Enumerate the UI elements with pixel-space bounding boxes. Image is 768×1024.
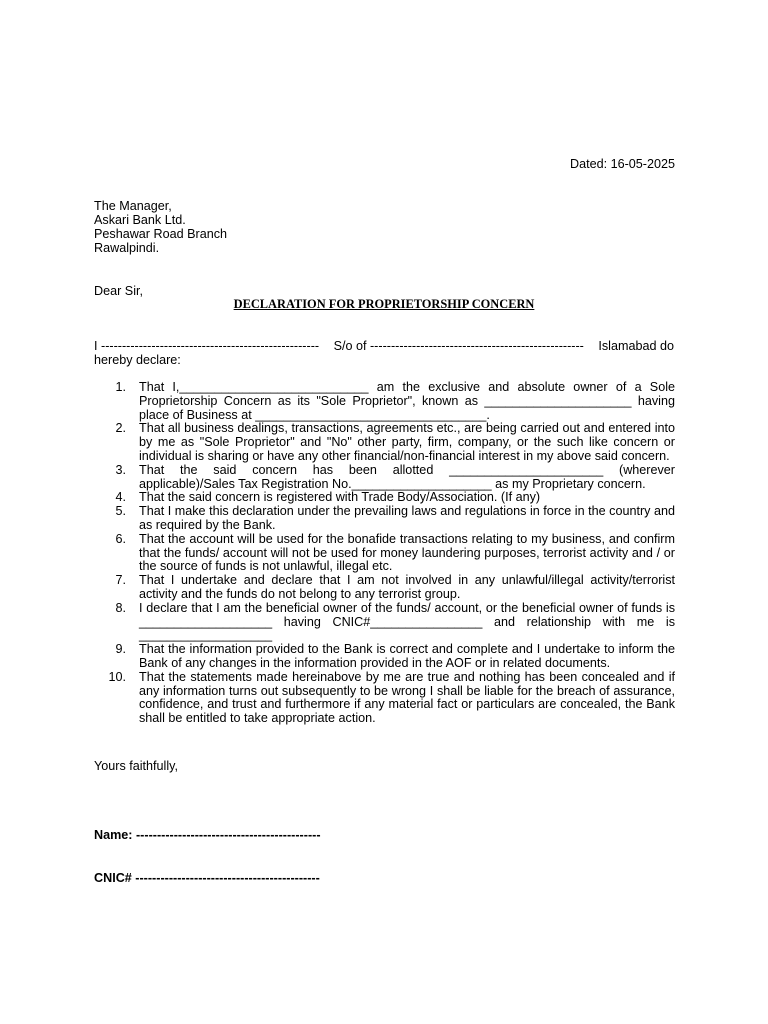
item-text: That the said concern has been allotted ______________________ (wherever applicable)/Sales Tax Registration No.____________________ as my Proprietary concern.: [139, 462, 675, 491]
intro-paragraph: [94, 339, 674, 367]
list-item: [94, 574, 675, 602]
item-text: That the said concern is registered with Trade Body/Association. (If any): [139, 490, 541, 505]
address-line: Rawalpindi.: [94, 241, 160, 255]
item-text: I declare that I am the beneficial owner of the funds/ account, or the beneficial owner of funds is ___________________ having CNIC#________________ and relationship with me is ___________________: [139, 600, 675, 643]
item-number: 2.: [115, 421, 126, 436]
document-title: DECLARATION FOR PROPRIETORSHIP CONCERN: [233, 297, 535, 311]
item-number: 9.: [115, 642, 126, 657]
list-item: [94, 381, 675, 422]
item-text: That the information provided to the Bank is correct and complete and I undertake to inform the Bank of any changes in the information provided in the AOF or in related documents.: [139, 642, 675, 670]
item-number: 5.: [115, 504, 126, 519]
item-number: 4.: [115, 490, 126, 505]
item-text: That all business dealings, transactions, agreements etc., are being carried out and entered into by me as "Sole Proprietor" and "No" other party, firm, company, or the such like concern or individual is sharing or have any other financial/non-financial interest in my above said concern.: [139, 421, 675, 463]
item-text: That the statements made hereinabove by me are true and nothing has been concealed and if any information turns out subsequently to be wrong I shall be liable for the breach of assurance, confidence, and trust and furthermore if any material fact or particulars are concealed, the Bank shall be entitled to take appropriate action.: [139, 669, 675, 726]
list-item: [94, 505, 675, 533]
date-line: Dated: 16-05-2025: [569, 157, 675, 171]
address-line: Askari Bank Ltd.: [94, 213, 186, 227]
signature-name-field: Name: --------------------------------------------: [94, 828, 321, 842]
list-item: [94, 422, 675, 463]
address-line: Peshawar Road Branch: [94, 227, 228, 241]
closing-line: Yours faithfully,: [94, 759, 179, 773]
item-text: That I,___________________________ am the exclusive and absolute owner of a Sole Proprietorship Concern as its "Sole Proprietor", known as _____________________ having place of Business at _________________________________.: [139, 380, 675, 422]
item-number: 6.: [115, 531, 126, 546]
intro-city: Islamabad do: [598, 339, 674, 353]
list-item: [94, 491, 675, 505]
item-number: 1.: [115, 380, 126, 394]
address-line: The Manager,: [94, 199, 172, 213]
intro-line: hereby declare:: [94, 353, 181, 367]
salutation: Dear Sir,: [94, 284, 143, 298]
intro-name-blank: I ----------------------------------------------------: [94, 339, 320, 353]
list-item: [94, 533, 675, 574]
item-number: 7.: [115, 573, 126, 588]
item-number: 10.: [108, 669, 126, 684]
item-text: That the account will be used for the bonafide transactions relating to my business, and confirm that the funds/ account will not be used for money laundering purposes, terrorist activity and / or the source of funds is not unlawful, illegal etc.: [139, 531, 675, 574]
list-item: [94, 671, 675, 726]
recipient-address: [94, 199, 227, 255]
item-text: That I make this declaration under the prevailing laws and regulations in force in the country and as required by the Bank.: [139, 504, 675, 532]
list-item: [94, 643, 675, 671]
list-item: [94, 464, 675, 492]
list-item: [94, 602, 675, 643]
item-number: 3.: [115, 462, 126, 477]
declaration-list: [94, 381, 675, 726]
signature-cnic-field: CNIC# --------------------------------------------: [94, 871, 320, 885]
item-number: 8.: [115, 600, 126, 615]
item-text: That I undertake and declare that I am not involved in any unlawful/illegal activity/terrorist activity and the funds do not belong to any terrorist group.: [139, 573, 675, 601]
intro-father-blank: S/o of ---------------------------------------------------: [333, 339, 584, 353]
